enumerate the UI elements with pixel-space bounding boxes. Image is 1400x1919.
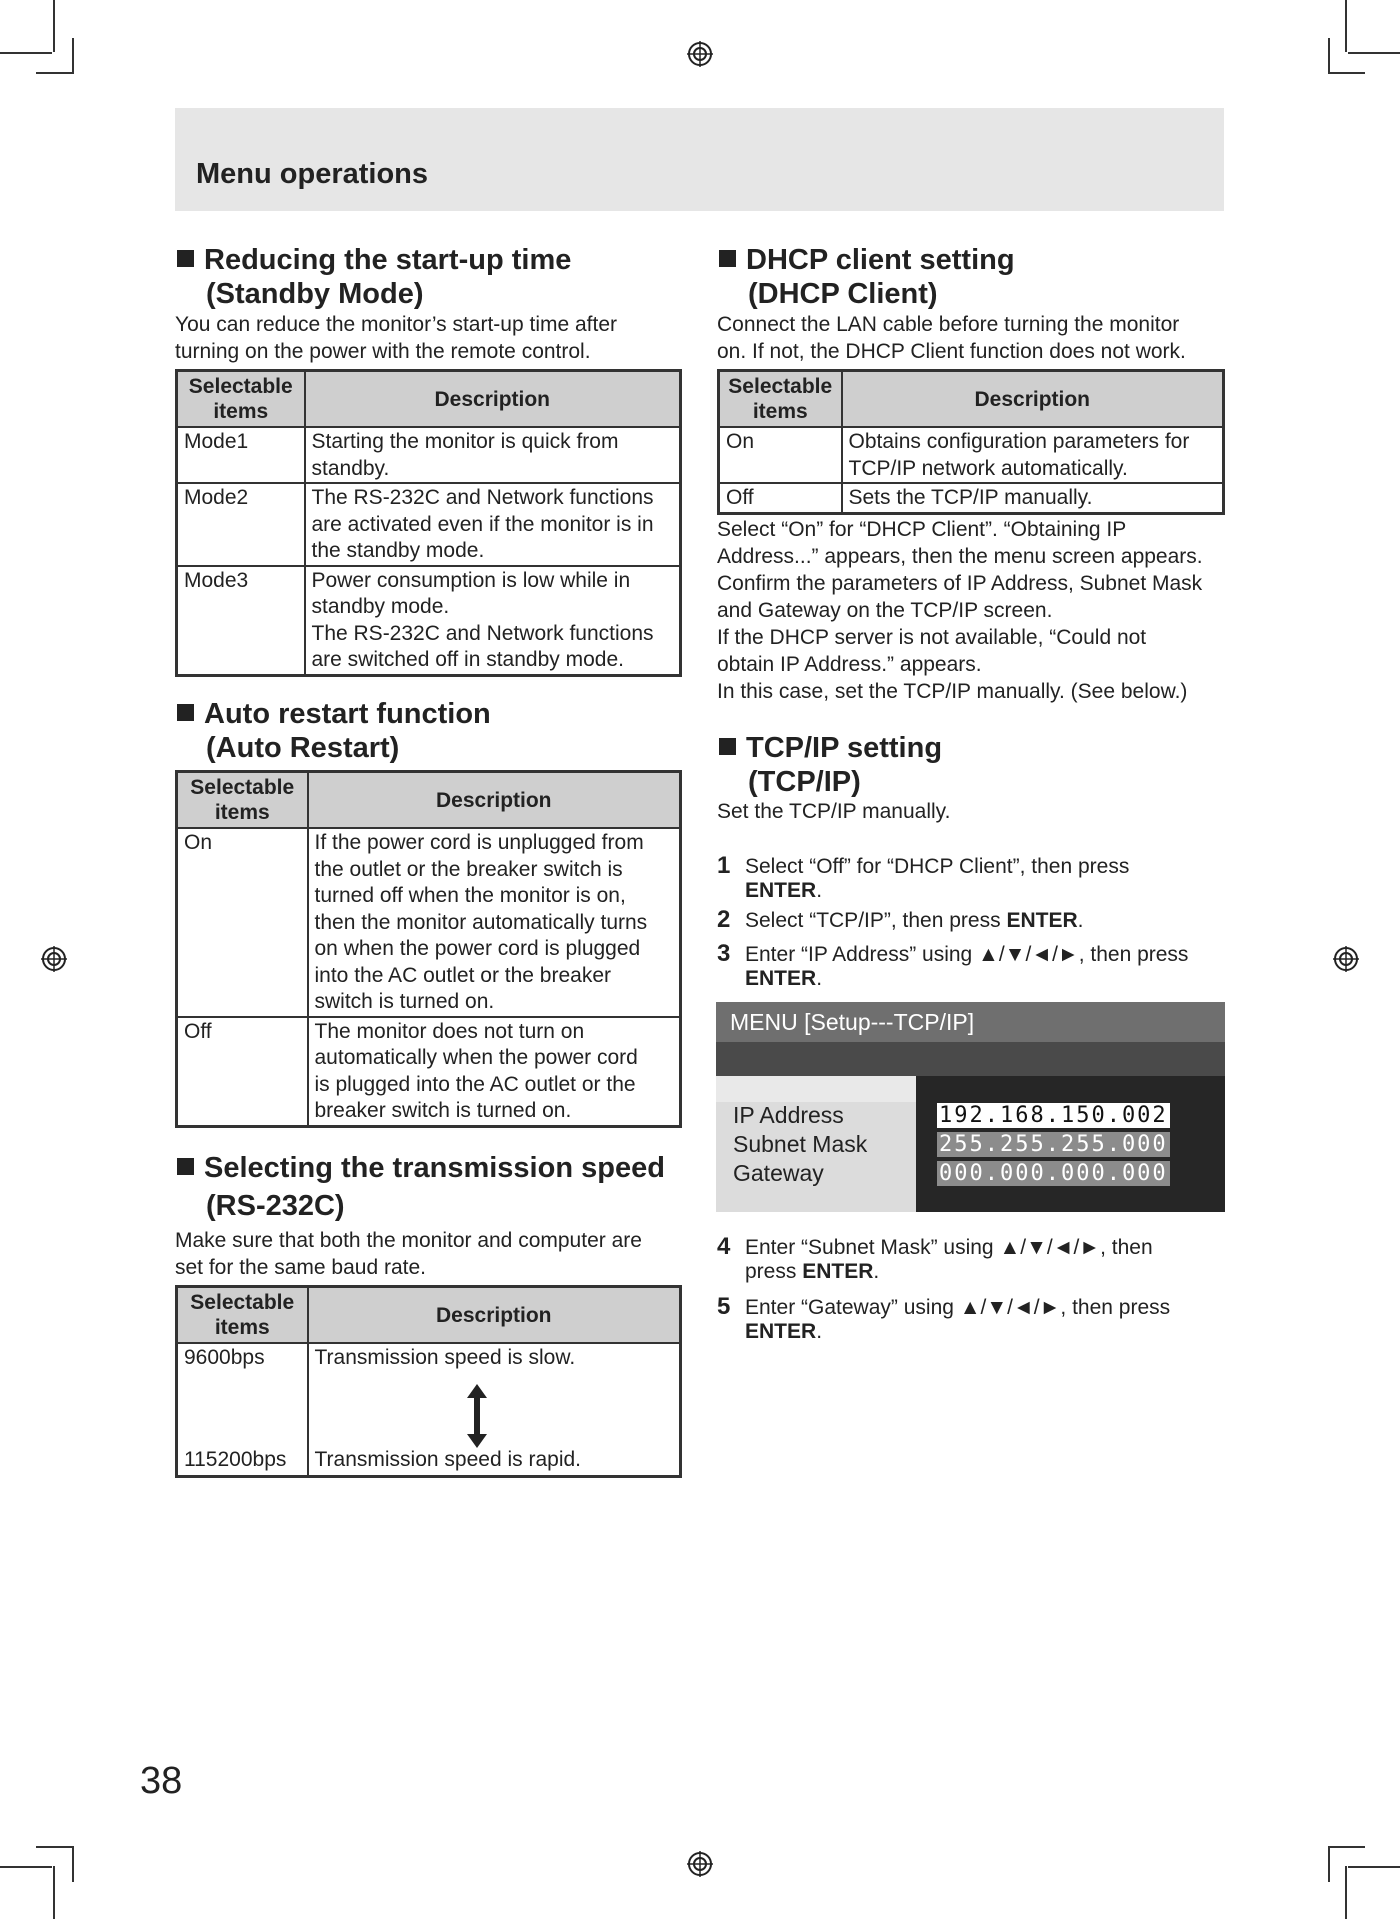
- crop-mark: [1328, 38, 1330, 74]
- page-header-title: Menu operations: [196, 158, 429, 190]
- table-row: On Obtains configuration parameters for TCP/IP network automatically.: [719, 427, 1224, 483]
- crop-mark: [1345, 0, 1347, 52]
- registration-mark-icon: [1333, 946, 1359, 972]
- crop-mark: [1328, 1846, 1330, 1882]
- table-header-row: [177, 772, 681, 829]
- crop-mark: [1345, 1866, 1347, 1919]
- dhcp-intro: Connect the LAN cable before turning the monitor on. If not, the DHCP Client function does not work.: [717, 313, 1186, 363]
- crop-mark: [1328, 1846, 1365, 1848]
- table-header-row: [719, 371, 1224, 428]
- table-row: Off Sets the TCP/IP manually.: [719, 483, 1224, 513]
- crop-mark: [53, 0, 55, 52]
- page-number: 38: [140, 1760, 183, 1802]
- table-row: [177, 1343, 681, 1476]
- bullet-square-icon: [719, 738, 736, 755]
- registration-mark-icon: [41, 946, 67, 972]
- menu-title-bar: MENU [Setup---TCP/IP]: [716, 1002, 1225, 1042]
- crop-mark: [1348, 1866, 1400, 1868]
- crop-mark: [0, 52, 52, 54]
- auto-restart-table: [175, 770, 682, 1128]
- crop-mark: [1328, 72, 1365, 74]
- gateway-field[interactable]: 000.000.000.000: [939, 1161, 1168, 1186]
- table-row: Mode3 Power consumption is low while in standby mode. The RS-232C and Network functions are switched off in standby mode.: [177, 566, 681, 676]
- table-row: Mode1 Starting the monitor is quick from standby.: [177, 427, 681, 483]
- col-header-description: Description: [305, 371, 681, 428]
- bullet-square-icon: [177, 250, 194, 267]
- speed-slow-desc: Transmission speed is slow.: [314, 1346, 576, 1369]
- rs232c-intro: Make sure that both the monitor and computer are set for the same baud rate.: [175, 1229, 642, 1279]
- crop-mark: [53, 1866, 55, 1919]
- table-row: Off The monitor does not turn on automatically when the power cord is plugged into the AC outlet or the breaker switch is turned on.: [177, 1017, 681, 1127]
- standby-intro: You can reduce the monitor’s start-up time after turning on the power with the remote control.: [175, 313, 618, 363]
- standby-table: [175, 369, 682, 677]
- col-header-description: Description: [842, 371, 1224, 428]
- rs232c-table: [175, 1285, 682, 1478]
- dhcp-table: [717, 369, 1225, 515]
- section-title-standby: Reducing the start-up time (Standby Mode): [177, 243, 571, 311]
- crop-mark: [72, 1846, 74, 1882]
- bullet-square-icon: [719, 250, 736, 267]
- section-title-dhcp: DHCP client setting (DHCP Client): [719, 243, 1015, 311]
- table-row: Mode2 The RS-232C and Network functions are activated even if the monitor is in the standby mode.: [177, 483, 681, 566]
- bullet-square-icon: [177, 704, 194, 721]
- table-header-row: [177, 371, 681, 428]
- crop-mark: [1348, 52, 1400, 54]
- col-header-items: Selectable items: [719, 371, 842, 428]
- speed-fast-desc: Transmission speed is rapid.: [314, 1448, 581, 1471]
- crop-mark: [72, 38, 74, 74]
- dhcp-notes: Select “On” for “DHCP Client”. “Obtaining IP Address...” appears, then the menu screen appears. Confirm the parameters of IP Address, Subnet Mask and Gateway on the TCP/IP screen. If the DHCP server is not available, “Could not obtain IP Address.” appears. In this case, set the TCP/IP manually. (See below.): [717, 518, 1203, 703]
- col-header-items: Selectable items: [177, 772, 308, 829]
- section-title-auto-restart: Auto restart function (Auto Restart): [177, 697, 491, 765]
- menu-band: [716, 1042, 1225, 1076]
- section-title-rs232c: Selecting the transmission speed (RS-232C): [177, 1149, 665, 1225]
- col-header-description: Description: [308, 1287, 681, 1344]
- subnet-mask-field[interactable]: 255.255.255.000: [939, 1132, 1168, 1157]
- col-header-description: Description: [308, 772, 681, 829]
- menu-label-ip-address: IP Address: [733, 1102, 844, 1128]
- menu-label-subnet-mask: Subnet Mask: [733, 1131, 868, 1157]
- menu-label-panel-top: [716, 1076, 916, 1102]
- double-arrow-icon: [465, 1384, 489, 1448]
- crop-mark: [36, 1846, 73, 1848]
- tcpip-intro: Set the TCP/IP manually.: [717, 800, 951, 823]
- col-header-items: Selectable items: [177, 371, 305, 428]
- menu-label-gateway: Gateway: [733, 1160, 824, 1186]
- registration-mark-icon: [687, 41, 713, 67]
- crop-mark: [36, 72, 73, 74]
- bullet-square-icon: [177, 1158, 194, 1175]
- speed-fast-item: 115200bps: [184, 1448, 287, 1471]
- table-row: On If the power cord is unplugged from the outlet or the breaker switch is turned off when the monitor is on, then the monitor automatically turns on when the power cord is plugged into the AC outlet or the breaker switch is turned on.: [177, 828, 681, 1017]
- registration-mark-icon: [687, 1851, 713, 1877]
- table-header-row: [177, 1287, 681, 1344]
- speed-slow-item: 9600bps: [184, 1346, 265, 1369]
- crop-mark: [0, 1866, 52, 1868]
- section-title-tcpip: TCP/IP setting (TCP/IP): [719, 731, 942, 799]
- ip-address-field[interactable]: 192.168.150.002: [939, 1103, 1168, 1128]
- col-header-items: Selectable items: [177, 1287, 308, 1344]
